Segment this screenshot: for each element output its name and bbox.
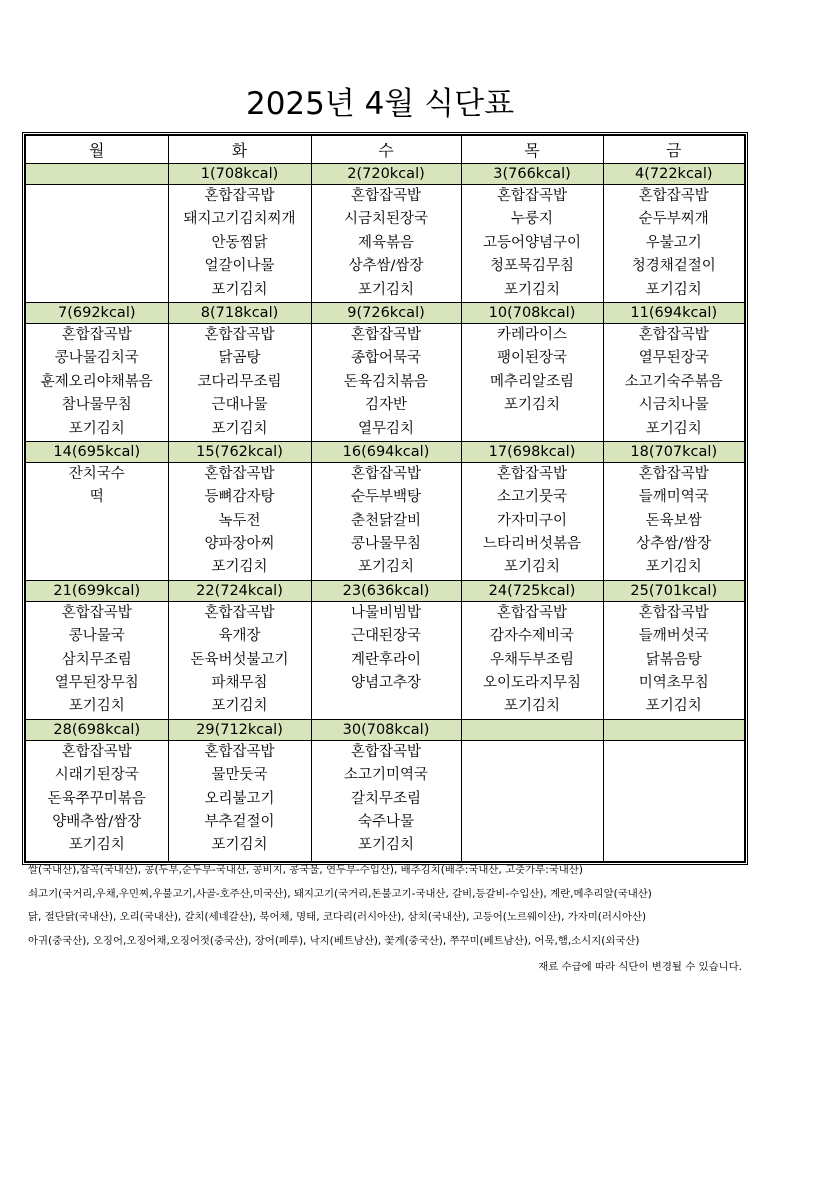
menu-item: 포기김치 [68,837,125,854]
date-cell [461,719,603,740]
date-cell: 30(708kcal) [311,719,461,740]
date-cell: 15(762kcal) [168,441,311,462]
menu-item: 물만둣국 [211,767,268,784]
menu-item: 순두부백탕 [350,489,422,506]
menu-item: 닭곰탕 [218,350,261,367]
date-cell: 16(694kcal) [311,441,461,462]
menu-item: 훈제오리야채볶음 [40,373,153,390]
menu-item: 돈육보쌈 [645,512,702,529]
menu-cell [311,185,461,303]
menu-item: 혼합잡곡밥 [204,188,275,204]
menu-item: 감자수제비국 [489,628,575,645]
date-cell: 29(712kcal) [168,719,311,740]
menu-item: 순두부찌개 [638,211,709,228]
menu-cell [25,462,168,580]
date-cell: 3(766kcal) [461,164,603,185]
menu-item: 소고기숙주볶음 [624,373,723,390]
menu-item: 포기김치 [503,281,561,298]
menu-cell [311,601,461,719]
menu-item: 얼갈이나물 [204,258,275,275]
menu-item: 포기김치 [357,281,415,298]
menu-item: 돈육쭈꾸미볶음 [47,790,146,807]
menu-item: 포기김치 [503,559,561,576]
menu-cell [25,185,168,303]
date-cell: 25(701kcal) [603,580,745,601]
menu-item: 부추겉절이 [204,813,275,830]
menu-item: 소고기미역국 [343,767,429,784]
menu-cell [168,601,311,719]
day-header-tue: 화 [168,135,311,164]
menu-cell [25,323,168,441]
menu-item: 혼합잡곡밥 [204,743,275,760]
menu-item: 포기김치 [645,281,702,298]
menu-item: 혼합잡곡밥 [496,188,568,204]
menu-item: 나물비빔밥 [350,604,422,621]
date-cell: 10(708kcal) [461,302,603,323]
menu-item: 포기김치 [211,837,268,854]
date-row [25,164,745,185]
menu-item: 포기김치 [68,698,125,715]
menu-cell [311,740,461,862]
date-row [25,580,745,601]
menu-cell [461,601,603,719]
date-row [25,719,745,740]
date-cell: 11(694kcal) [603,302,745,323]
day-header-thu: 목 [461,135,603,164]
menu-item: 숙주나물 [357,813,415,830]
date-cell: 18(707kcal) [603,441,745,462]
menu-item: 포기김치 [211,559,268,576]
menu-item: 소고기뭇국 [496,489,568,506]
menu-item: 포기김치 [357,559,415,576]
day-header-wed: 수 [311,135,461,164]
menu-item: 콩나물국 [68,628,125,645]
menu-cell [603,185,745,303]
menu-item: 혼합잡곡밥 [638,326,709,343]
menu-item: 콩나물무침 [350,536,422,553]
menu-cell [311,323,461,441]
menu-item: 삼치무조림 [61,651,132,668]
origin-note-line: 닭, 절단닭(국내산), 오리(국내산), 갈치(세네갈산), 북어채, 명태, 코다리(러시아산), 삼치(국내산), 고등어(노르웨이산), 가자미(러시아산) [28,911,647,923]
menu-item: 들깨버섯국 [638,628,709,645]
date-cell: 8(718kcal) [168,302,311,323]
menu-item: 혼합잡곡밥 [638,188,709,204]
menu-item: 시래기된장국 [54,767,139,784]
change-notice: 재료 수급에 따라 식단이 변경될 수 있습니다. [538,961,742,973]
menu-item: 느타리버섯볶음 [482,536,582,553]
menu-item: 포기김치 [645,420,702,437]
date-cell: 17(698kcal) [461,441,603,462]
menu-item: 포기김치 [211,698,268,715]
menu-cell [25,740,168,862]
menu-item: 갈치무조림 [350,790,422,807]
menu-item: 녹두전 [218,512,261,529]
menu-cell [603,323,745,441]
menu-item: 혼합잡곡밥 [204,604,275,621]
menu-item: 혼합잡곡밥 [204,326,275,343]
menu-item: 떡 [89,489,104,506]
menu-cell [311,462,461,580]
menu-item: 시금치된장국 [343,211,429,228]
menu-item: 열무된장국 [638,350,709,367]
menu-item: 양배추쌈/쌈장 [52,813,142,830]
menu-item: 콩나물김치국 [54,350,139,367]
menu-row [25,462,745,580]
menu-item: 육개장 [218,628,261,645]
menu-row [25,601,745,719]
menu-cell [168,185,311,303]
menu-item: 카레라이스 [496,326,568,343]
menu-item: 포기김치 [357,837,415,854]
date-cell [25,164,168,185]
menu-item: 포기김치 [645,559,702,576]
menu-cell [461,462,603,580]
menu-item: 청경채겉절이 [631,258,716,275]
menu-item: 등뼈감자탕 [204,489,275,506]
menu-item: 참나물무침 [61,397,132,414]
menu-item: 들깨미역국 [638,489,709,506]
menu-item: 미역초무침 [638,675,709,692]
menu-item: 시금치나물 [638,397,709,414]
date-cell: 9(726kcal) [311,302,461,323]
menu-item: 상추쌈/쌈장 [348,258,424,275]
page-title: 2025년 4월 식단표 [245,86,515,122]
menu-item: 혼합잡곡밥 [350,743,422,760]
menu-item: 혼합잡곡밥 [496,465,568,482]
menu-item: 혼합잡곡밥 [350,188,422,204]
menu-item: 파채무침 [211,675,268,692]
menu-cell [168,323,311,441]
menu-item: 혼합잡곡밥 [638,604,709,621]
day-header-row [25,135,745,164]
menu-cell [168,740,311,862]
menu-item: 닭볶음탕 [645,651,702,668]
menu-item: 포기김치 [645,698,702,715]
origin-note-line: 아귀(중국산), 오징어,오징어채,오징어젓(중국산), 장어(페루), 낙지(베트남산), 꽃게(중국산), 쭈꾸미(베트남산), 어묵,햄,소시지(외국산) [28,934,640,947]
menu-cell [461,740,603,862]
date-cell: 23(636kcal) [311,580,461,601]
menu-item: 돈육버섯불고기 [190,651,289,668]
date-cell: 24(725kcal) [461,580,603,601]
menu-cell [461,185,603,303]
menu-item: 오이도라지무침 [482,675,582,692]
origin-notes [28,863,748,957]
menu-item: 김자반 [364,397,408,414]
menu-item: 혼합잡곡밥 [638,465,709,482]
menu-item: 혼합잡곡밥 [61,326,132,343]
menu-item: 양념고추장 [350,675,422,692]
day-header-mon: 월 [25,135,168,164]
menu-cell [25,601,168,719]
menu-item: 청포묵김무침 [489,258,575,275]
menu-item: 혼합잡곡밥 [61,743,132,760]
menu-item: 포기김치 [68,420,125,437]
menu-item: 누룽지 [510,211,554,228]
menu-item: 혼합잡곡밥 [350,326,422,343]
menu-item: 오리불고기 [204,790,275,807]
date-row [25,302,745,323]
menu-cell [461,323,603,441]
date-cell: 28(698kcal) [25,719,168,740]
date-cell: 2(720kcal) [311,164,461,185]
menu-item: 우불고기 [645,234,702,251]
menu-row [25,185,745,303]
menu-cell [603,462,745,580]
date-cell: 22(724kcal) [168,580,311,601]
menu-row [25,323,745,441]
menu-item: 열무된장무침 [54,675,139,692]
date-cell: 14(695kcal) [25,441,168,462]
menu-item: 메추리알조림 [489,373,575,390]
menu-item: 포기김치 [211,420,268,437]
menu-item: 코다리무조림 [197,373,282,390]
menu-cell [603,740,745,862]
menu-item: 혼합잡곡밥 [350,465,422,482]
menu-item: 돈육김치볶음 [343,373,429,390]
date-cell: 4(722kcal) [603,164,745,185]
origin-note-line: 쌀(국내산),잡곡(국내산), 콩(두부,순두부-국내산, 콩비지, 콩국물, 연두부-수입산), 배추김치(배추:국내산, 고춧가루:국내산) [28,864,583,876]
origin-note-line: 쇠고기(국거리,우채,우민찌,우불고기,사골-호주산,미국산), 돼지고기(국거리,돈불고기-국내산, 갈비,등갈비-수입산), 계란,메추리알(국내산) [28,887,652,900]
date-cell [603,719,745,740]
menu-item: 포기김치 [503,397,561,414]
menu-item: 고등어양념구이 [482,234,582,251]
date-row [25,441,745,462]
menu-item: 혼합잡곡밥 [496,604,568,621]
menu-item: 계란후라이 [350,651,422,668]
menu-item: 춘천닭갈비 [350,512,422,529]
menu-item: 양파장아찌 [204,536,275,553]
menu-row [25,740,745,862]
menu-item: 제육볶음 [357,234,415,251]
menu-item: 우채두부조림 [489,651,575,668]
menu-item: 안동찜닭 [211,234,268,251]
menu-item: 종합어묵국 [350,350,422,367]
menu-item: 팽이된장국 [496,350,568,367]
menu-cell [168,462,311,580]
menu-item: 돼지고기김치찌개 [183,211,296,228]
menu-cell [603,601,745,719]
menu-item: 포기김치 [211,281,268,298]
date-cell: 7(692kcal) [25,302,168,323]
menu-item: 잔치국수 [68,465,125,482]
menu-body [25,164,745,862]
menu-item: 근대나물 [211,397,268,414]
menu-item: 포기김치 [503,698,561,715]
date-cell: 1(708kcal) [168,164,311,185]
date-cell: 21(699kcal) [25,580,168,601]
menu-item: 가자미구이 [496,512,568,529]
menu-item: 근대된장국 [350,628,422,645]
menu-item: 열무김치 [357,420,415,437]
menu-item: 혼합잡곡밥 [61,604,132,621]
menu-item: 상추쌈/쌈장 [636,536,712,553]
menu-table [24,134,746,863]
day-header-fri: 금 [603,135,745,164]
menu-item: 혼합잡곡밥 [204,465,275,482]
